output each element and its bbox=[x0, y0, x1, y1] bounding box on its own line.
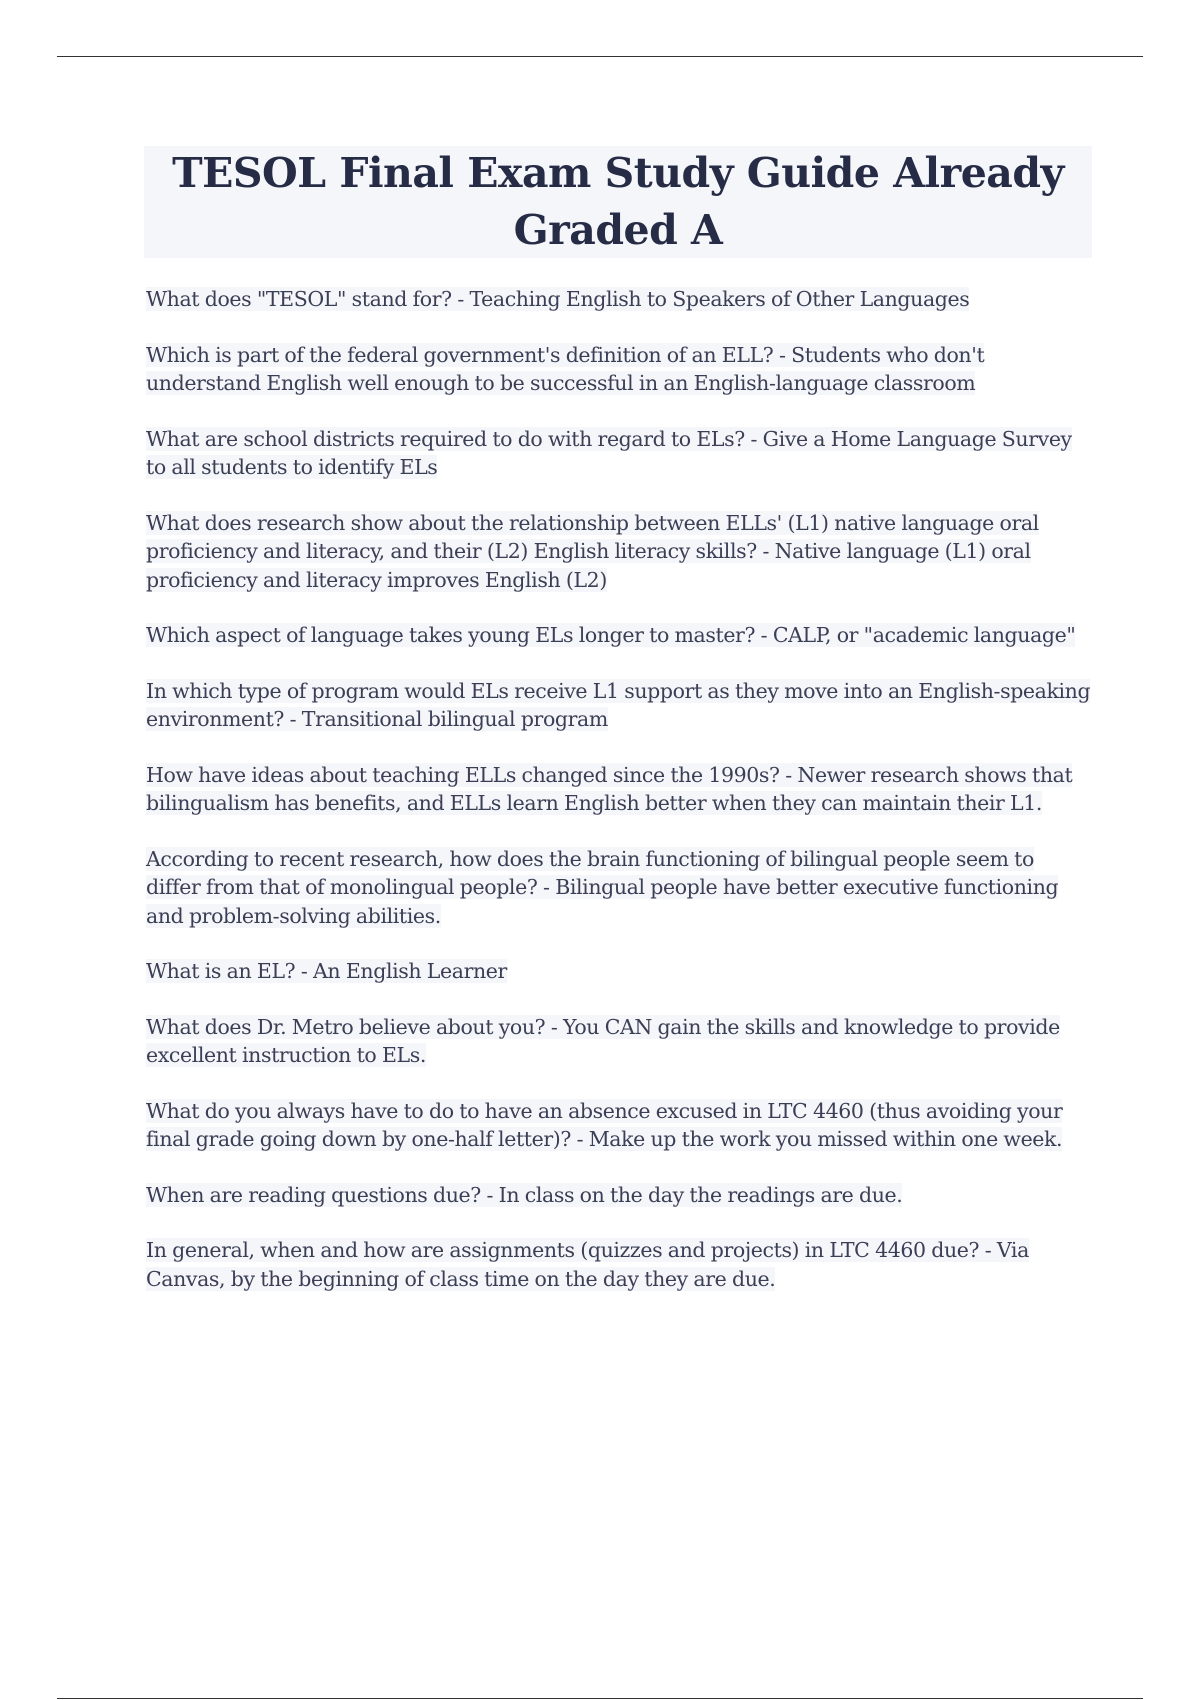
answer-text: Make up the work you missed within one week. bbox=[588, 1127, 1063, 1151]
question-text: What does Dr. Metro believe about you? bbox=[146, 1014, 546, 1039]
qa-separator: - bbox=[537, 875, 556, 899]
answer-text: An English Learner bbox=[313, 959, 507, 983]
page-title: TESOL Final Exam Study Guide Already Graded A bbox=[172, 149, 1064, 254]
qa-separator: - bbox=[773, 342, 792, 367]
qa-item bbox=[146, 341, 1091, 398]
question-text: Which is part of the federal government's definition of an ELL? bbox=[146, 342, 774, 367]
qa-item bbox=[146, 621, 1091, 650]
qa-separator: - bbox=[451, 287, 470, 311]
question-text: What is an EL? bbox=[146, 959, 296, 983]
question-text: In which type of program would ELs receive L1 support as they move into an English-speaking environment? bbox=[146, 678, 1091, 731]
qa-separator: - bbox=[284, 707, 302, 731]
qa-item bbox=[146, 845, 1091, 931]
question-text: When are reading questions due? bbox=[146, 1182, 481, 1207]
qa-item bbox=[146, 761, 1091, 818]
question-text: According to recent research, how does the brain functioning of bilingual people seem to differ from that of monolingual people? bbox=[146, 846, 1034, 899]
question-text: What does "TESOL" stand for? bbox=[146, 287, 452, 311]
qa-separator: - bbox=[480, 1182, 499, 1207]
qa-separator: - bbox=[755, 623, 773, 647]
qa-item bbox=[146, 285, 1091, 314]
qa-separator: - bbox=[979, 1238, 997, 1262]
qa-item bbox=[146, 1097, 1091, 1154]
question-text: How have ideas about teaching ELLs changed since the 1990s? bbox=[146, 762, 780, 787]
answer-text: Students who don't understand English well enough to be successful in an English-language classroom bbox=[146, 342, 985, 395]
answer-text: Via Canvas, by the beginning of class time on the day they are due. bbox=[146, 1238, 1029, 1291]
title-block bbox=[144, 146, 1092, 258]
answer-text: Transitional bilingual program bbox=[301, 707, 608, 731]
qa-separator: - bbox=[744, 426, 763, 451]
answer-text: You CAN gain the skills and knowledge to provide excellent instruction to ELs. bbox=[146, 1014, 1060, 1067]
qa-item bbox=[146, 425, 1091, 482]
bottom-rule bbox=[57, 1698, 1143, 1699]
qa-separator: - bbox=[756, 539, 775, 563]
question-text: What are school districts required to do with regard to ELs? bbox=[146, 426, 745, 451]
answer-text: In class on the day the readings are due. bbox=[498, 1182, 903, 1207]
question-text: In general, when and how are assignments (quizzes and projects) in LTC 4460 due? bbox=[146, 1238, 980, 1262]
qa-item bbox=[146, 509, 1091, 595]
qa-separator: - bbox=[570, 1127, 589, 1151]
question-text: What do you always have to do to have an absence excused in LTC 4460 (thus avoiding your final grade going down by one-half letter)? bbox=[146, 1098, 1063, 1151]
answer-text: Give a Home Language Survey to all students to identify ELs bbox=[146, 426, 1072, 479]
answer-text: Bilingual people have better executive functioning and problem-solving abilities. bbox=[146, 875, 1059, 928]
qa-separator: - bbox=[779, 762, 798, 787]
qa-item bbox=[146, 677, 1091, 734]
answer-text: Native language (L1) oral proficiency and literacy improves English (L2) bbox=[146, 539, 1031, 592]
qa-item bbox=[146, 1236, 1091, 1293]
answer-text: CALP, or "academic language" bbox=[772, 623, 1076, 647]
qa-item bbox=[146, 957, 1091, 986]
qa-separator: - bbox=[545, 1014, 563, 1039]
question-text: What does research show about the relationship between ELLs' (L1) native language oral proficiency and literacy, and their (L2) English literacy skills? bbox=[146, 510, 1039, 563]
top-rule bbox=[57, 56, 1143, 57]
question-text: Which aspect of language takes young ELs longer to master? bbox=[146, 623, 756, 647]
qa-item bbox=[146, 1013, 1091, 1070]
answer-text: Teaching English to Speakers of Other Languages bbox=[469, 287, 970, 311]
qa-list bbox=[146, 285, 1091, 1320]
answer-text: Newer research shows that bilingualism has benefits, and ELLs learn English better when they can maintain their L1. bbox=[146, 762, 1073, 815]
qa-separator: - bbox=[295, 959, 314, 983]
qa-item bbox=[146, 1181, 1091, 1210]
